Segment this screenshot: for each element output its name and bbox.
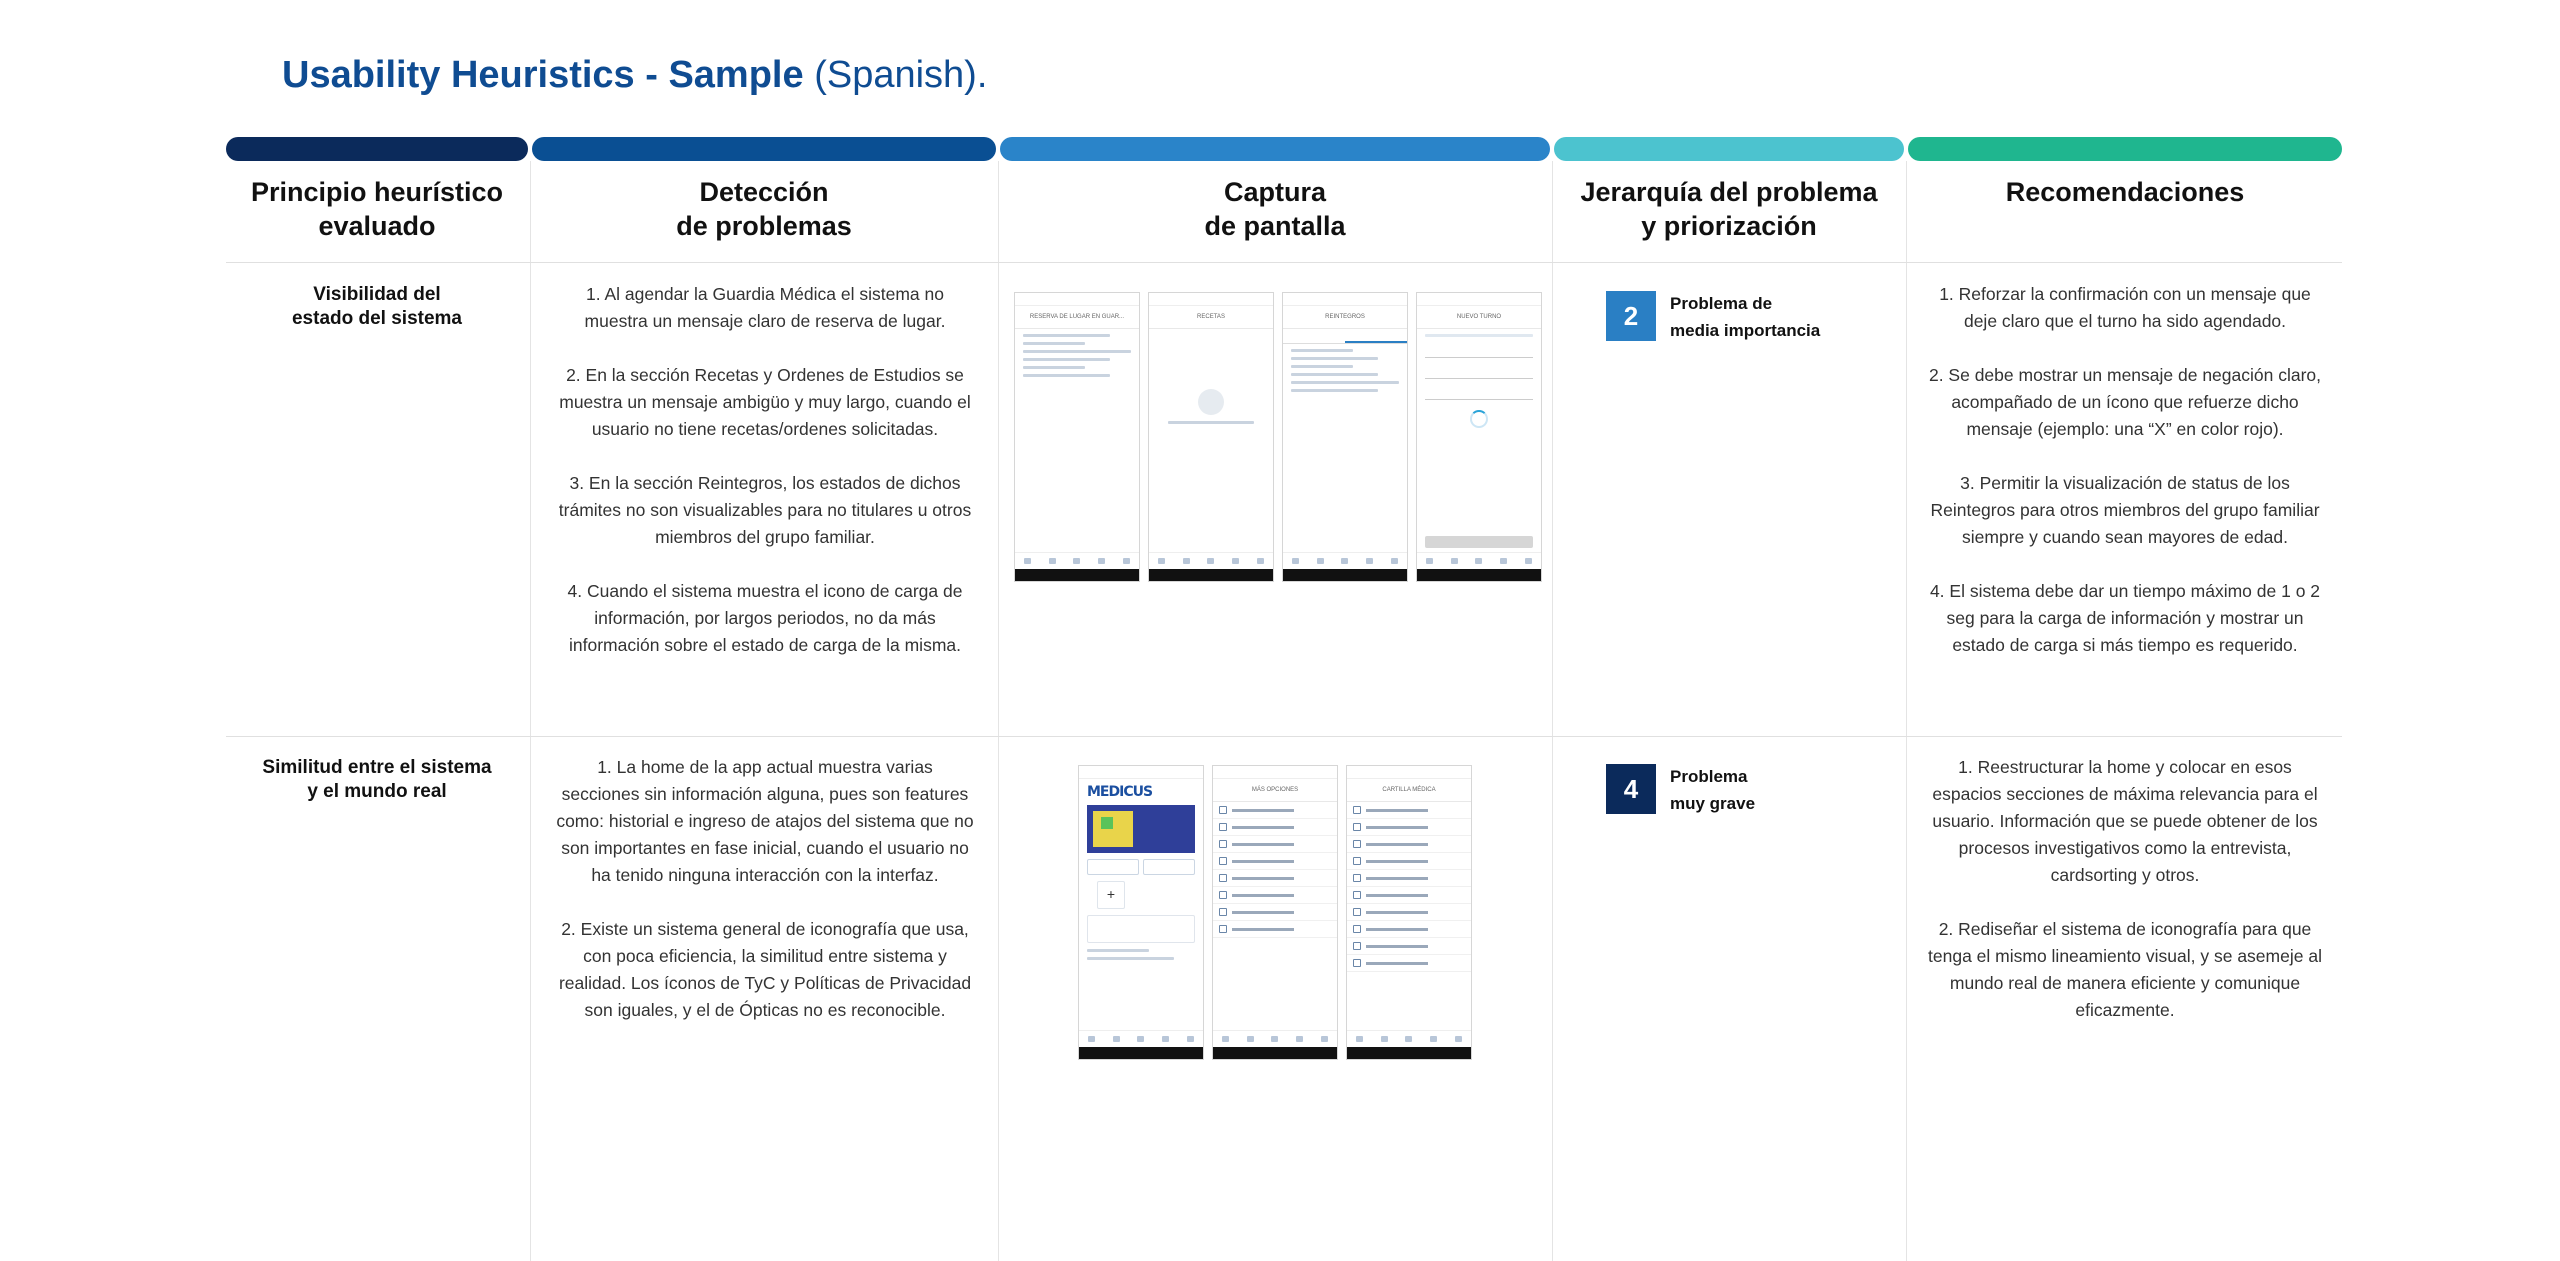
- header-screenshot: [1000, 137, 1550, 241]
- screenshot-title: RECETAS: [1149, 306, 1273, 329]
- screenshot-home: [1078, 765, 1204, 1060]
- row-divider: [226, 736, 2342, 737]
- screenshot-mas-opciones: [1212, 765, 1338, 1060]
- row1-problem-4: 4. Cuando el sistema muestra el icono de carga de información, por largos periodos, no da más información sobre el estado de carga de la misma.: [567, 581, 963, 655]
- header-label-principle: Principio heurístico evaluado: [250, 177, 504, 241]
- header-bar-principle: [226, 137, 528, 161]
- row1-recommendation-3: 3. Permitir la visualización de status de los Reintegros para otros miembros del grupo familiar siempre y cuando sean mayores de edad.: [1930, 473, 2320, 547]
- column-divider: [1906, 161, 1907, 1261]
- row1-recommendation-4: 4. El sistema debe dar un tiempo máximo de 1 o 2 seg para la carga de información y mostrar un estado de carga si más tiempo es requerido.: [1929, 581, 2321, 655]
- screenshot-cartilla-medica: [1346, 765, 1472, 1060]
- header-label-hierarchy: Jerarquía del problema y priorización: [1580, 177, 1878, 241]
- row1-problems: [556, 281, 974, 686]
- screenshot-title: NUEVO TURNO: [1417, 306, 1541, 329]
- row1-severity: [1606, 291, 1820, 344]
- column-divider: [998, 161, 999, 1261]
- header-label-recommendations: Recomendaciones: [2005, 177, 2245, 207]
- row2-problems: [556, 754, 974, 1051]
- loading-spinner-icon: [1470, 410, 1488, 428]
- severity-label: Problema muy grave: [1670, 767, 1756, 813]
- page-title-suffix: (Spanish).: [803, 54, 988, 96]
- header-bar-hierarchy: [1554, 137, 1904, 161]
- header-principle: [226, 137, 528, 241]
- page-title-main: Usability Heuristics - Sample: [282, 54, 804, 96]
- row1-problem-2: 2. En la sección Recetas y Ordenes de Estudios se muestra un mensaje ambigüo y muy largo, cuando el usuario no tiene recetas/ordenes solicitadas.: [559, 365, 971, 439]
- column-divider: [1552, 161, 1553, 1261]
- row1-problem-1: 1. Al agendar la Guardia Médica el sistema no muestra un mensaje claro de reserva de lugar.: [584, 284, 946, 331]
- row1-screenshots: [1014, 292, 1542, 582]
- row1-recommendations: [1922, 281, 2328, 686]
- screenshot-title: MÁS OPCIONES: [1213, 779, 1337, 802]
- screenshot-reserva: [1014, 292, 1140, 582]
- header-recommendations: [1908, 137, 2342, 207]
- severity-badge: 2: [1606, 291, 1656, 341]
- header-bar-detection: [532, 137, 996, 161]
- add-shortcut-icon: +: [1097, 881, 1125, 909]
- screenshot-title: REINTEGROS: [1283, 306, 1407, 329]
- row2-problem-2: 2. Existe un sistema general de iconografía que usa, con poca eficiencia, la similitud entre sistema y realidad. Los íconos de TyC y Políticas de Privacidad son iguales, y el de Ópticas no es reconocible.: [558, 919, 972, 1020]
- header-label-detection: Detección de problemas: [676, 177, 852, 241]
- severity-label: Problema de media importancia: [1670, 294, 1821, 340]
- header-bar-recommendations: [1908, 137, 2342, 161]
- row-divider: [226, 262, 2342, 263]
- row1-recommendation-1: 1. Reforzar la confirmación con un mensaje que deje claro que el turno ha sido agendado.: [1939, 284, 2311, 331]
- row2-screenshots: [1078, 765, 1472, 1060]
- page-title: [282, 48, 987, 102]
- row2-recommendations: [1922, 754, 2328, 1051]
- screenshot-title: RESERVA DE LUGAR EN GUAR...: [1015, 306, 1139, 329]
- row2-severity: [1606, 764, 1755, 817]
- header-hierarchy: [1554, 137, 1904, 241]
- empty-state-icon: [1198, 389, 1224, 415]
- row2-problem-1: 1. La home de la app actual muestra varias secciones sin información alguna, pues son features como: historial e ingreso de atajos del sistema que no son importantes en fase inicial, cuando el usuario no ha tenido ninguna interacción con la interfaz.: [556, 757, 974, 885]
- row2-recommendation-2: 2. Rediseñar el sistema de iconografía para que tenga el mismo lineamiento visual, y se asemeje al mundo real de manera eficiente y comunique eficazmente.: [1928, 919, 2322, 1020]
- row2-principle: Similitud entre el sistema y el mundo real: [262, 757, 492, 802]
- header-label-screenshot: Captura de pantalla: [1204, 177, 1346, 241]
- home-banner: [1087, 805, 1195, 853]
- header-detection: [532, 137, 996, 241]
- row1-principle: Visibilidad del estado del sistema: [291, 284, 463, 329]
- screenshot-title: CARTILLA MÉDICA: [1347, 779, 1471, 802]
- severity-badge: 4: [1606, 764, 1656, 814]
- header-bar-screenshot: [1000, 137, 1550, 161]
- screenshot-recetas: [1148, 292, 1274, 582]
- screenshot-nuevo-turno: [1416, 292, 1542, 582]
- row2-recommendation-1: 1. Reestructurar la home y colocar en esos espacios secciones de máxima relevancia para el usuario. Información que se puede obtener de los procesos investigativos como la entrevista, cardsorting y otros.: [1932, 757, 2318, 885]
- row1-problem-3: 3. En la sección Reintegros, los estados de dichos trámites no son visualizables para no titulares u otros miembros del grupo familiar.: [558, 473, 972, 547]
- row1-recommendation-2: 2. Se debe mostrar un mensaje de negación claro, acompañado de un ícono que refuerze dicho mensaje (ejemplo: una “X” en color rojo).: [1928, 365, 2322, 439]
- screenshot-reintegros: [1282, 292, 1408, 582]
- medicus-logo: MEDICUS: [1087, 784, 1153, 800]
- column-divider: [530, 161, 531, 1261]
